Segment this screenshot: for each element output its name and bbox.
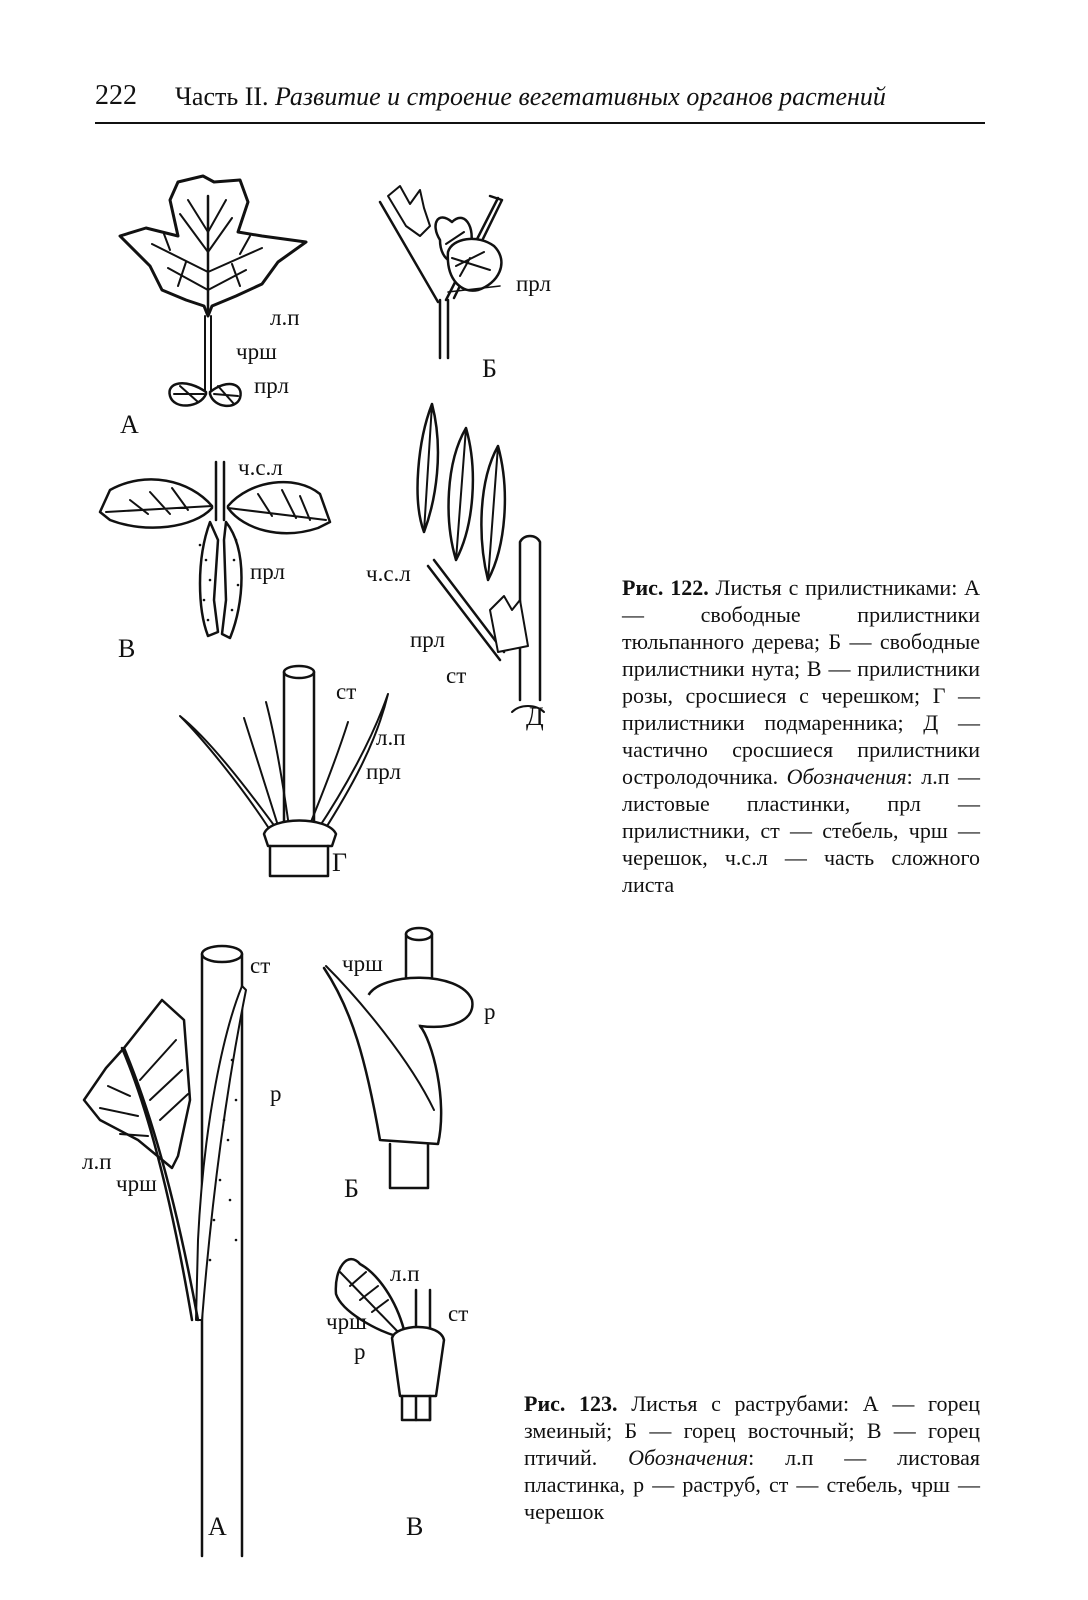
fig123-a-bistort-drawing — [84, 946, 246, 1556]
fig122-b-chickpea-drawing — [380, 186, 502, 358]
fig123-panel-v: В — [406, 1512, 424, 1541]
fig123-a-label-st: ст — [250, 953, 271, 978]
fig122-panel-v: В — [118, 634, 136, 663]
fig122-caption-key-label: Обозначения — [786, 764, 907, 789]
fig122-caption-text: Листья с прилистниками: А — свободные прилистники тюльпанного дерева; Б — свободные прилистники нута; В — прилистники розы, сросшиеся с черешком; Г — прилистники подмаренника; Д — частично сросшиеся прилистники остролодочника. — [622, 575, 981, 789]
fig123-a-label-chrsh: чрш — [116, 1171, 157, 1196]
running-head-title: Развитие и строение вегетативных органов растений — [275, 82, 886, 111]
fig122-a-label-lp: л.п — [270, 305, 300, 330]
fig123-panel-b: Б — [344, 1174, 359, 1203]
fig123-v-label-st: ст — [448, 1301, 469, 1326]
fig122-panel-a: А — [120, 410, 139, 439]
fig123-v-label-r: р — [354, 1339, 366, 1364]
fig122-caption — [622, 574, 980, 898]
fig122-a-label-prl: прл — [254, 373, 289, 398]
fig122-panel-b: Б — [482, 354, 497, 383]
fig122-a-tulip-tree-leaf-drawing — [120, 176, 306, 406]
fig122-caption-number: Рис. 122. — [622, 575, 709, 600]
page-number: 222 — [95, 80, 137, 111]
fig123-caption-text: Листья с раструбами: А — горец змеиный; Б — горец восточный; В — горец птичий. — [524, 1391, 981, 1470]
fig123-v-label-lp: л.п — [390, 1261, 420, 1286]
fig122-panel-d: Д — [526, 702, 544, 731]
fig122-g-label-st: ст — [336, 679, 357, 704]
fig123-caption-key-text: : л.п — листовая пластинка, р — раструб, ст — стебель, чрш — черешок — [524, 1445, 981, 1524]
fig123-caption — [524, 1390, 980, 1525]
fig122-d-oxytropis-drawing — [418, 404, 544, 712]
fig122-g-label-prl: прл — [366, 759, 401, 784]
fig123-b-label-r: р — [484, 999, 496, 1024]
fig122-g-label-lp: л.п — [376, 725, 406, 750]
fig122-d-label-csl: ч.с.л — [366, 561, 411, 586]
fig122-b-label-prl: прл — [516, 271, 551, 296]
fig123-b-label-chrsh: чрш — [342, 951, 383, 976]
fig123-a-label-lp: л.п — [82, 1149, 112, 1174]
fig122-v-rose-drawing — [100, 462, 330, 638]
fig122-v-label-csl: ч.с.л — [238, 455, 283, 480]
fig123-caption-number: Рис. 123. — [524, 1391, 618, 1416]
fig122-caption-key-text: : л.п — листовые пластинки, прл — прилистники, ст — стебель, чрш — черешок, ч.с.л — часть сложного листа — [622, 764, 980, 897]
fig122-v-label-prl: прл — [250, 559, 285, 584]
fig122-a-label-chrsh: чрш — [236, 339, 277, 364]
fig122-g-bedstraw-drawing — [180, 666, 388, 876]
fig123-caption-key-label: Обозначения — [628, 1445, 749, 1470]
fig122-d-label-prl: прл — [410, 627, 445, 652]
fig122-d-label-st: ст — [446, 663, 467, 688]
fig123-panel-a: А — [208, 1512, 227, 1541]
fig123-a-label-r: р — [270, 1081, 282, 1106]
fig122-panel-g: Г — [332, 848, 348, 877]
fig123-v-label-chrsh: чрш — [326, 1309, 367, 1334]
running-head-part: Часть II. — [175, 82, 269, 111]
